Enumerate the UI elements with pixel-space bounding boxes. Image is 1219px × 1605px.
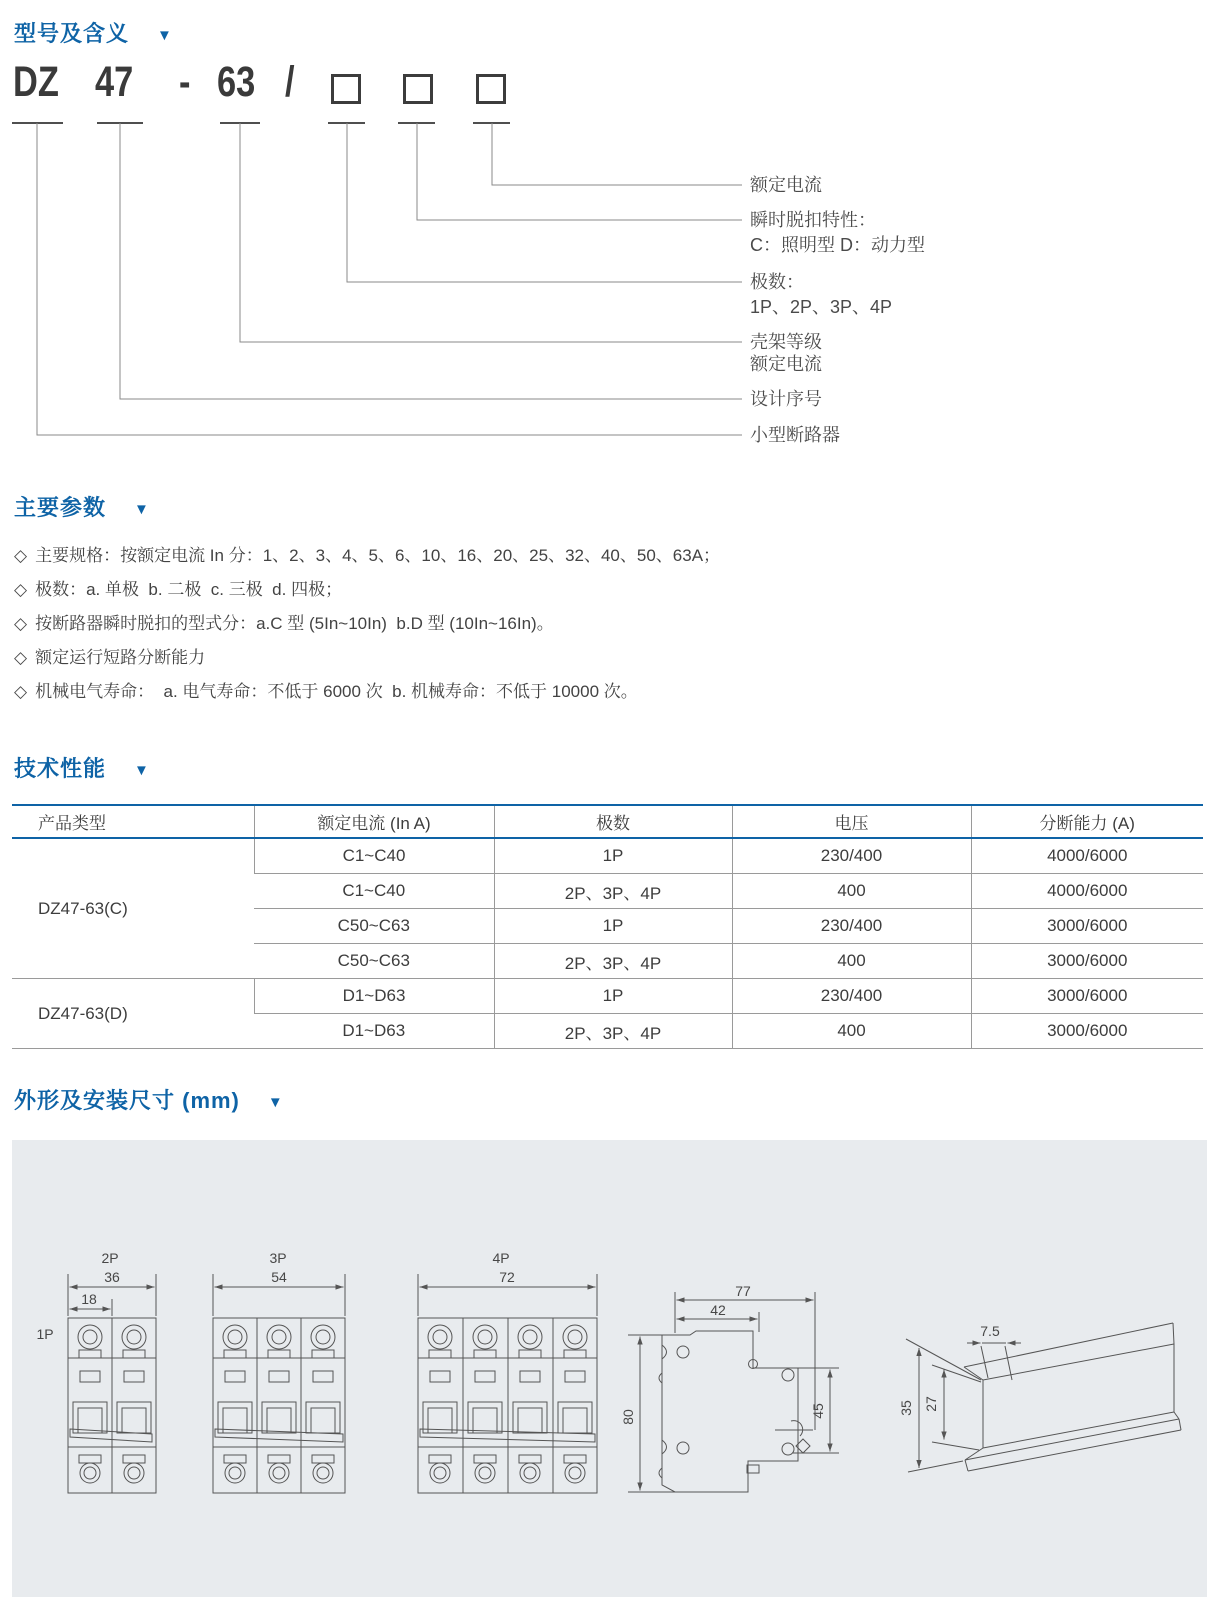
callout-mcb: 小型断路器 xyxy=(750,425,840,445)
table-cell: 4000/6000 xyxy=(971,874,1203,909)
table-cell: 400 xyxy=(732,1014,971,1049)
callout-design-number: 设计序号 xyxy=(750,389,822,409)
model-part-series: 47 xyxy=(95,58,134,106)
column-header: 极数 xyxy=(494,805,732,838)
pole-label: 2P xyxy=(101,1250,119,1266)
callout-trip-characteristic: 瞬时脱扣特性： C：照明型 D：动力型 xyxy=(750,210,925,255)
dimension-drawings xyxy=(12,1140,1207,1597)
front-view-2p xyxy=(36,1250,156,1493)
table-cell: 3000/6000 xyxy=(971,944,1203,979)
dim-label-18: 18 xyxy=(81,1291,97,1307)
section-title-text: 主要参数 xyxy=(14,495,107,520)
front-view-3p xyxy=(213,1250,345,1493)
table-row xyxy=(12,838,1203,874)
performance-table xyxy=(12,804,1203,1049)
model-callout-lines xyxy=(0,0,1219,460)
table-cell: 3000/6000 xyxy=(971,909,1203,944)
table-cell: C1~C40 xyxy=(254,874,494,909)
diamond-bullet-icon: ◇ xyxy=(14,648,28,667)
section-title-text: 技术性能 xyxy=(14,756,107,781)
callout-frame-rating: 壳架等级 额定电流 xyxy=(750,332,822,374)
product-type-cell: DZ47-63(C) xyxy=(12,838,254,979)
column-header: 电压 xyxy=(732,805,971,838)
section-title-performance xyxy=(14,752,150,783)
diamond-bullet-icon: ◇ xyxy=(14,546,28,565)
table-cell: 2P、3P、4P xyxy=(494,944,732,979)
diamond-bullet-icon: ◇ xyxy=(14,614,28,633)
dim-label-7-5: 7.5 xyxy=(980,1323,1000,1339)
table-cell: 1P xyxy=(494,838,732,874)
table-cell: 400 xyxy=(732,874,971,909)
param-item: ◇ 主要规格：按额定电流 In 分：1、2、3、4、5、6、10、16、20、25、32、40、50、63A； xyxy=(14,546,721,565)
table-cell: 1P xyxy=(494,979,732,1014)
table-cell: 230/400 xyxy=(732,838,971,874)
table-cell: C50~C63 xyxy=(254,909,494,944)
table-cell: 2P、3P、4P xyxy=(494,874,732,909)
diamond-bullet-icon: ◇ xyxy=(14,682,28,701)
table-cell: C1~C40 xyxy=(254,838,494,874)
section-marker-icon: ▼ xyxy=(267,1094,284,1111)
diamond-bullet-icon: ◇ xyxy=(14,580,28,599)
model-part-slash: / xyxy=(285,58,295,106)
side-view xyxy=(620,1283,839,1492)
dim-label-27: 27 xyxy=(923,1396,939,1412)
pole-label: 4P xyxy=(492,1250,510,1266)
section-marker-icon: ▼ xyxy=(134,501,150,518)
dim-label-42: 42 xyxy=(710,1302,726,1318)
section-title-text: 型号及含义 xyxy=(14,21,130,46)
column-header: 产品类型 xyxy=(12,805,254,838)
dim-label-45: 45 xyxy=(810,1403,826,1419)
param-item: ◇ 极数：a. 单极 b. 二极 c. 三极 d. 四极； xyxy=(14,580,343,599)
table-cell: D1~D63 xyxy=(254,1014,494,1049)
callout-rated-current: 额定电流 xyxy=(750,175,822,195)
row-label-1p: 1P xyxy=(36,1326,54,1342)
model-part-prefix: DZ xyxy=(13,58,59,106)
product-type-cell: DZ47-63(D) xyxy=(12,979,254,1049)
section-marker-icon: ▼ xyxy=(134,762,150,779)
section-title-params xyxy=(14,491,150,522)
model-part-frame: 63 xyxy=(217,58,256,106)
dim-label-72: 72 xyxy=(499,1269,515,1285)
table-cell: 4000/6000 xyxy=(971,838,1203,874)
param-item: ◇ 机械电气寿命： a. 电气寿命：不低于 6000 次 b. 机械寿命：不低于 10000 次。 xyxy=(14,682,638,701)
callout-poles: 极数： 1P、2P、3P、4P xyxy=(750,272,893,317)
dim-label-80: 80 xyxy=(620,1409,636,1425)
model-part-dash: - xyxy=(179,58,191,106)
dim-label-77: 77 xyxy=(735,1283,751,1299)
param-item: ◇ 按断路器瞬时脱扣的型式分：a.C 型 (5In~10In) b.D 型 (10In~16In)。 xyxy=(14,614,554,633)
table-cell: 230/400 xyxy=(732,909,971,944)
front-view-4p xyxy=(418,1250,597,1493)
table-cell: C50~C63 xyxy=(254,944,494,979)
table-cell: 2P、3P、4P xyxy=(494,1014,732,1049)
table-cell: 1P xyxy=(494,909,732,944)
dimensions-panel xyxy=(12,1140,1207,1597)
dim-label-36: 36 xyxy=(104,1269,120,1285)
section-marker-icon: ▼ xyxy=(157,27,173,44)
dim-label-54: 54 xyxy=(271,1269,287,1285)
table-cell: 230/400 xyxy=(732,979,971,1014)
table-header-row xyxy=(12,805,1203,838)
table-cell: 400 xyxy=(732,944,971,979)
section-title-dimensions xyxy=(14,1084,284,1115)
table-cell: D1~D63 xyxy=(254,979,494,1014)
section-title-text: 外形及安装尺寸 (mm) xyxy=(14,1088,240,1113)
param-item: ◇ 额定运行短路分断能力 xyxy=(14,648,206,667)
table-row xyxy=(12,979,1203,1014)
table-cell: 3000/6000 xyxy=(971,979,1203,1014)
din-rail-view xyxy=(898,1323,1181,1472)
pole-label: 3P xyxy=(269,1250,287,1266)
dim-label-35: 35 xyxy=(898,1400,914,1416)
column-header: 额定电流 (In A) xyxy=(254,805,494,838)
table-cell: 3000/6000 xyxy=(971,1014,1203,1049)
column-header: 分断能力 (A) xyxy=(971,805,1203,838)
